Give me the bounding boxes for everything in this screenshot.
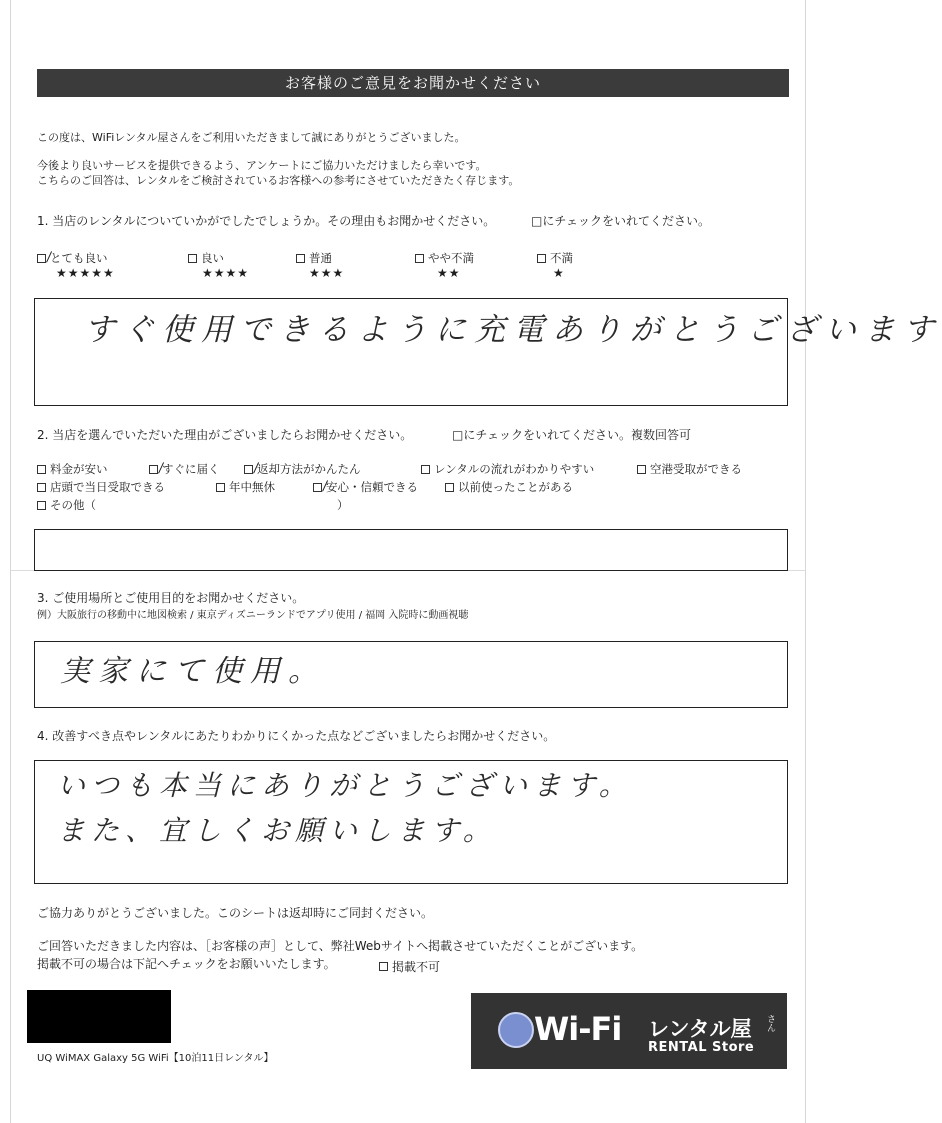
option-label: 料金が安い — [50, 462, 108, 476]
q1-option-good[interactable] — [188, 250, 224, 266]
q4-handwritten-answer-line-1: いつも本当にありがとうございます。 — [57, 769, 633, 802]
checkbox-checked[interactable] — [149, 465, 158, 474]
option-label: すぐに届く — [162, 462, 220, 476]
q2-option-cheap[interactable] — [37, 461, 108, 477]
q2-option-airport-pickup[interactable] — [637, 461, 742, 477]
redacted-block — [27, 990, 171, 1043]
option-label: 年中無休 — [229, 480, 275, 494]
q2-option-trustworthy[interactable] — [313, 479, 418, 495]
q3-example: 例）大阪旅行の移動中に地図検索 / 東京ディズニーランドでアプリ使用 / 福岡 入院時に動画視聴 — [37, 610, 469, 621]
stars-5: ★★★★★ — [56, 266, 115, 280]
page-title: お客様のご意見をお聞かせください — [37, 69, 789, 97]
logo-san-text: さん — [765, 1014, 775, 1032]
checkbox[interactable] — [37, 465, 46, 474]
checkbox[interactable] — [216, 483, 225, 492]
device-rental-info: UQ WiMAX Galaxy 5G WiFi【10泊11日レンタル】 — [37, 1053, 274, 1064]
checkbox[interactable] — [637, 465, 646, 474]
q2-option-store-pickup[interactable] — [37, 479, 165, 495]
option-label: 返却方法がかんたん — [257, 462, 361, 476]
q4-question: 4. 改善すべき点やレンタルにあたりわかりにくかった点などございましたらお聞かせください。 — [37, 729, 556, 743]
checkbox-checked[interactable] — [313, 483, 322, 492]
q2-option-fast-delivery[interactable] — [149, 461, 220, 477]
q2-other-close-paren: ） — [337, 498, 349, 512]
option-label: 良い — [201, 251, 224, 265]
opt-out-label: 掲載不可 — [392, 960, 441, 974]
q1-option-normal[interactable] — [296, 250, 332, 266]
q2-option-used-before[interactable] — [445, 479, 573, 495]
q3-question: 3. ご使用場所とご使用目的をお聞かせください。 — [37, 591, 305, 605]
logo-en-text: RENTAL Store — [648, 1040, 755, 1055]
q3-handwritten-answer: 実家にて使用。 — [60, 654, 326, 689]
checkbox-checked[interactable] — [37, 254, 46, 263]
checkbox[interactable] — [537, 254, 546, 263]
q2-answer-box[interactable] — [34, 529, 788, 571]
option-label: 不満 — [550, 251, 573, 265]
stars-3: ★★★ — [309, 266, 345, 280]
q1-option-dissatisfied[interactable] — [537, 250, 573, 266]
option-label: 以前使ったことがある — [458, 480, 573, 494]
checkbox-checked[interactable] — [244, 465, 253, 474]
q1-instruction: □にチェックをいれてください。 — [531, 214, 710, 228]
logo-jp-text: レンタル屋 — [648, 1017, 752, 1041]
intro-line-1: この度は、WiFiレンタル屋さんをご利用いただきまして誠にありがとうございました。 — [37, 131, 466, 144]
mascot-icon — [498, 1012, 534, 1048]
checkbox[interactable] — [415, 254, 424, 263]
checkbox[interactable] — [37, 501, 46, 510]
stars-4: ★★★★ — [202, 266, 250, 280]
q2-option-clear-flow[interactable] — [421, 461, 594, 477]
q1-option-somewhat-dissatisfied[interactable] — [415, 250, 474, 266]
option-label: 安心・信頼できる — [326, 480, 418, 494]
footer-publish-notice: ご回答いただきました内容は、［お客様の声］として、弊社Webサイトへ掲載させていただくことがございます。 — [37, 939, 644, 953]
option-label: やや不満 — [428, 251, 474, 265]
footer-opt-out-text: 掲載不可の場合は下記へチェックをお願いいたします。 — [37, 957, 336, 971]
checkbox[interactable] — [188, 254, 197, 263]
option-label: レンタルの流れがわかりやすい — [434, 462, 595, 476]
stars-2: ★★ — [437, 266, 461, 280]
q1-question: 1. 当店のレンタルについていかがでしたでしょうか。その理由もお聞かせください。 — [37, 214, 496, 228]
q1-handwritten-answer: すぐ使用できるように充電ありがとうございます — [84, 312, 942, 348]
intro-line-2: 今後より良いサービスを提供できるよう、アンケートにご協力いただけましたら幸いです。 — [37, 159, 487, 172]
option-label: 普通 — [309, 251, 332, 265]
checkbox[interactable] — [296, 254, 305, 263]
option-label: 店頭で当日受取できる — [50, 480, 165, 494]
intro-line-3: こちらのご回答は、レンタルをご検討されているお客様への参考にさせていただきたく存じます。 — [37, 174, 520, 187]
checkbox[interactable] — [421, 465, 430, 474]
checkbox[interactable] — [445, 483, 454, 492]
option-label: 空港受取ができる — [650, 462, 742, 476]
q1-option-very-good[interactable] — [37, 250, 108, 266]
q2-option-other[interactable] — [37, 497, 96, 513]
checkbox[interactable] — [37, 483, 46, 492]
q2-option-easy-return[interactable] — [244, 461, 361, 477]
q2-option-open-all-year[interactable] — [216, 479, 275, 495]
option-label: その他（ — [50, 498, 96, 512]
stars-1: ★ — [553, 266, 565, 280]
q4-handwritten-answer-line-2: また、宜しくお願いします。 — [57, 814, 497, 847]
logo-wifi-text: Wi-Fi — [534, 1010, 622, 1048]
option-label: とても良い — [50, 251, 108, 265]
checkbox[interactable] — [379, 962, 388, 971]
publish-opt-out-checkbox[interactable] — [379, 958, 440, 975]
q2-instruction: □にチェックをいれてください。複数回答可 — [452, 428, 691, 442]
q2-question: 2. 当店を選んでいただいた理由がございましたらお聞かせください。 — [37, 428, 413, 442]
footer-thanks: ご協力ありがとうございました。このシートは返却時にご同封ください。 — [37, 906, 434, 920]
